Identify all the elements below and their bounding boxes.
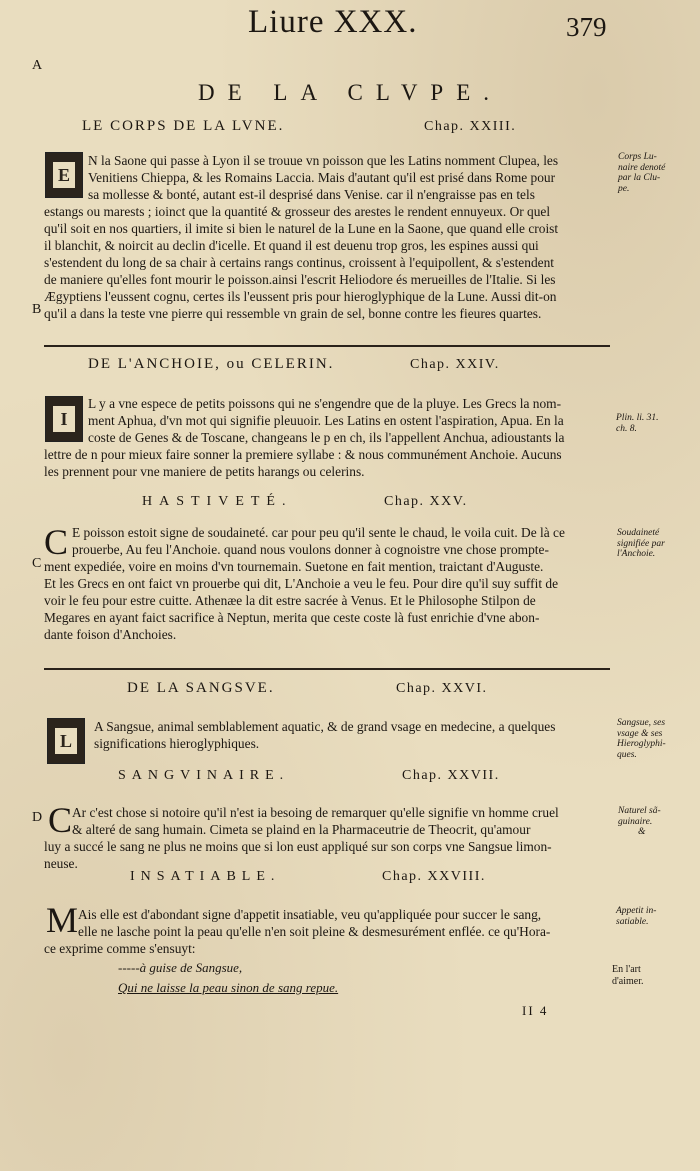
chapter-23-text: N la Saone qui passe à Lyon il se trouue vn poisson que les Latins nomment Clupea, les Venitiens Chieppa, & les Romains Laccia. Mais d'autant qu'il est prisé dans Rome pour sa mollesse & bonté, autant est-il desprisé dans Venise. car il n'engraisse pas en tels estangs ou marests ; ioinct que la quantité & grosseur des arestes le rendent ennuyeux. Or quel qu'il soit en nos quartiers, il imite si bien le naturel de la Lune en la Saone, que quand elle croist il blanchit, & noircit au declin d'icelle. Et quand il est deuenu trop gros, les espines aussi qui s'estendent du long de sa chair à certains rangs continus, croissent à l'equipollent, & s'estendent de maniere qu'elles font mourir le poisson.ainsi l'escrit Heliodore és merueilles de l'Italie. Si les Ægyptiens l'eussent cognu, certes ils l'eussent pris pour hieroglyphique de la Lune. Aussi dit-on qu'il a dans la teste vne pierre qui ressemble vn grain de sel, bonne contre les fieures quartes. bbox=[44, 153, 559, 321]
chapter-27-heading: SANGVINAIRE. bbox=[118, 768, 290, 783]
chapter-26-number: Chap. XXVI. bbox=[396, 681, 488, 696]
verse-line-2: Qui ne laisse la peau sinon de sang repue. bbox=[118, 980, 339, 995]
running-head: Liure XXX. bbox=[248, 4, 418, 40]
chapter-24-number: Chap. XXIV. bbox=[410, 357, 500, 372]
chapter-26-text: A Sangsue, animal semblablement aquatic, & de grand vsage en medecine, a quelques significations hieroglyphiques. bbox=[94, 719, 556, 751]
drop-cap-e: E bbox=[45, 152, 83, 198]
chapter-28-text: Ais elle est d'abondant signe d'appetit insatiable, veu qu'appliquée pour succer le sang, elle ne lasche point la peau qu'elle n'en soit pleine & desmesurément enflée. ce qu'Hora- ce exprime comme s'ensuyt: bbox=[44, 907, 551, 956]
chapter-25-text: E poisson estoit signe de soudaineté. car pour peu qu'il sente le chaud, le voila cuit. De là ce prouerbe, Au feu l'Anchoie. quand nous voulons donner à cognoistre vne chose prompte- ment expediée, voire en moins d'vn tournemain. Suetone en fait mention, traictant d'Auguste. Et les Grecs en ont faict vn prouerbe qui dit, L'Anchoie a veu le feu. Pour dire qu'il suy suffit de voir le feu pour estre cuitte. Athenæe la dit estre sacrée à Venus. Et le Philosophe Stilpon de Megares en ayant faict sacrifice à Neptun, merita que ceste coste là fust enrichie d'vne abon- dante foison d'Anchoies. bbox=[44, 525, 565, 642]
margin-letter-c: C bbox=[32, 556, 42, 571]
margin-letter-a: A bbox=[32, 58, 43, 73]
side-note-plin: Plin. li. 31. ch. 8. bbox=[616, 413, 659, 434]
signature-mark: II 4 bbox=[522, 1003, 549, 1018]
chapter-24-text: L y a vne espece de petits poissons qui ne s'engendre que de la pluye. Les Grecs la nom- ment Aphua, d'vn mot qui signifie pleuuoir. Les Latins en ostent l'aspiration, Apua. En la coste de Genes & de Toscane, changeans le p en ch, ils l'appellent Anchua, adioustants la lettre de n pour mieux faire sonner la premiere syllabe : & nous communément Anchoie. Aucuns les prennent pour vne maniere de petits harangs ou celerins. bbox=[44, 396, 565, 479]
chapter-27-number: Chap. XXVII. bbox=[402, 768, 500, 783]
section-title: DE LA CLVPE. bbox=[197, 80, 503, 105]
side-note-appetit: Appetit in- satiable. bbox=[616, 906, 657, 927]
chapter-27-text: Ar c'est chose si notoire qu'il n'est ia besoing de remarquer qu'elle signifie vn homme cruel & alteré de sang humain. Cimeta se plaind en la Pharmaceutrie de Theocrit, qu'amour luy a succé le sang ne plus ne moins que si lon eust appliqué sur son corps vne Sangsue limon- neuse. bbox=[44, 805, 559, 871]
chapter-28-number: Chap. XXVIII. bbox=[382, 869, 486, 884]
chapter-25-heading: HASTIVETÉ. bbox=[142, 494, 293, 509]
chapter-25-number: Chap. XXV. bbox=[384, 494, 468, 509]
side-note-naturel: Naturel sã- guinaire. & bbox=[618, 806, 661, 837]
margin-letter-d: D bbox=[32, 810, 43, 825]
chapter-23-number: Chap. XXIII. bbox=[424, 119, 517, 134]
divider-rule-2 bbox=[44, 668, 610, 670]
drop-cap-i: I bbox=[45, 396, 83, 442]
chapter-26-heading: DE LA SANGSVE. bbox=[127, 680, 275, 696]
side-note-soudainete: Soudaineté signifiée par l'Anchoie. bbox=[617, 528, 665, 559]
drop-cap-l: L bbox=[47, 718, 85, 764]
chapter-23-heading: LE CORPS DE LA LVNE. bbox=[82, 118, 285, 134]
divider-rule bbox=[44, 345, 610, 347]
side-note-corps-lunaire: Corps Lu- naire denoté par la Clu- pe. bbox=[618, 152, 666, 194]
side-note-art-aimer: En l'art d'aimer. bbox=[612, 964, 644, 987]
page-number: 379 bbox=[566, 12, 607, 42]
initial-m-insatiable: M bbox=[46, 900, 79, 940]
side-note-sangsue: Sangsue, ses vsage & ses Hieroglyphi- ques. bbox=[617, 718, 666, 760]
margin-letter-b: B bbox=[32, 302, 42, 317]
chapter-28-heading: INSATIABLE. bbox=[130, 869, 281, 884]
verse-line-1: -----à guise de Sangsue, bbox=[118, 960, 243, 975]
initial-c-hastivete: C bbox=[44, 522, 69, 562]
chapter-24-heading: DE L'ANCHOIE, ou CELERIN. bbox=[88, 356, 335, 372]
initial-c-sanguinaire: C bbox=[48, 800, 73, 840]
